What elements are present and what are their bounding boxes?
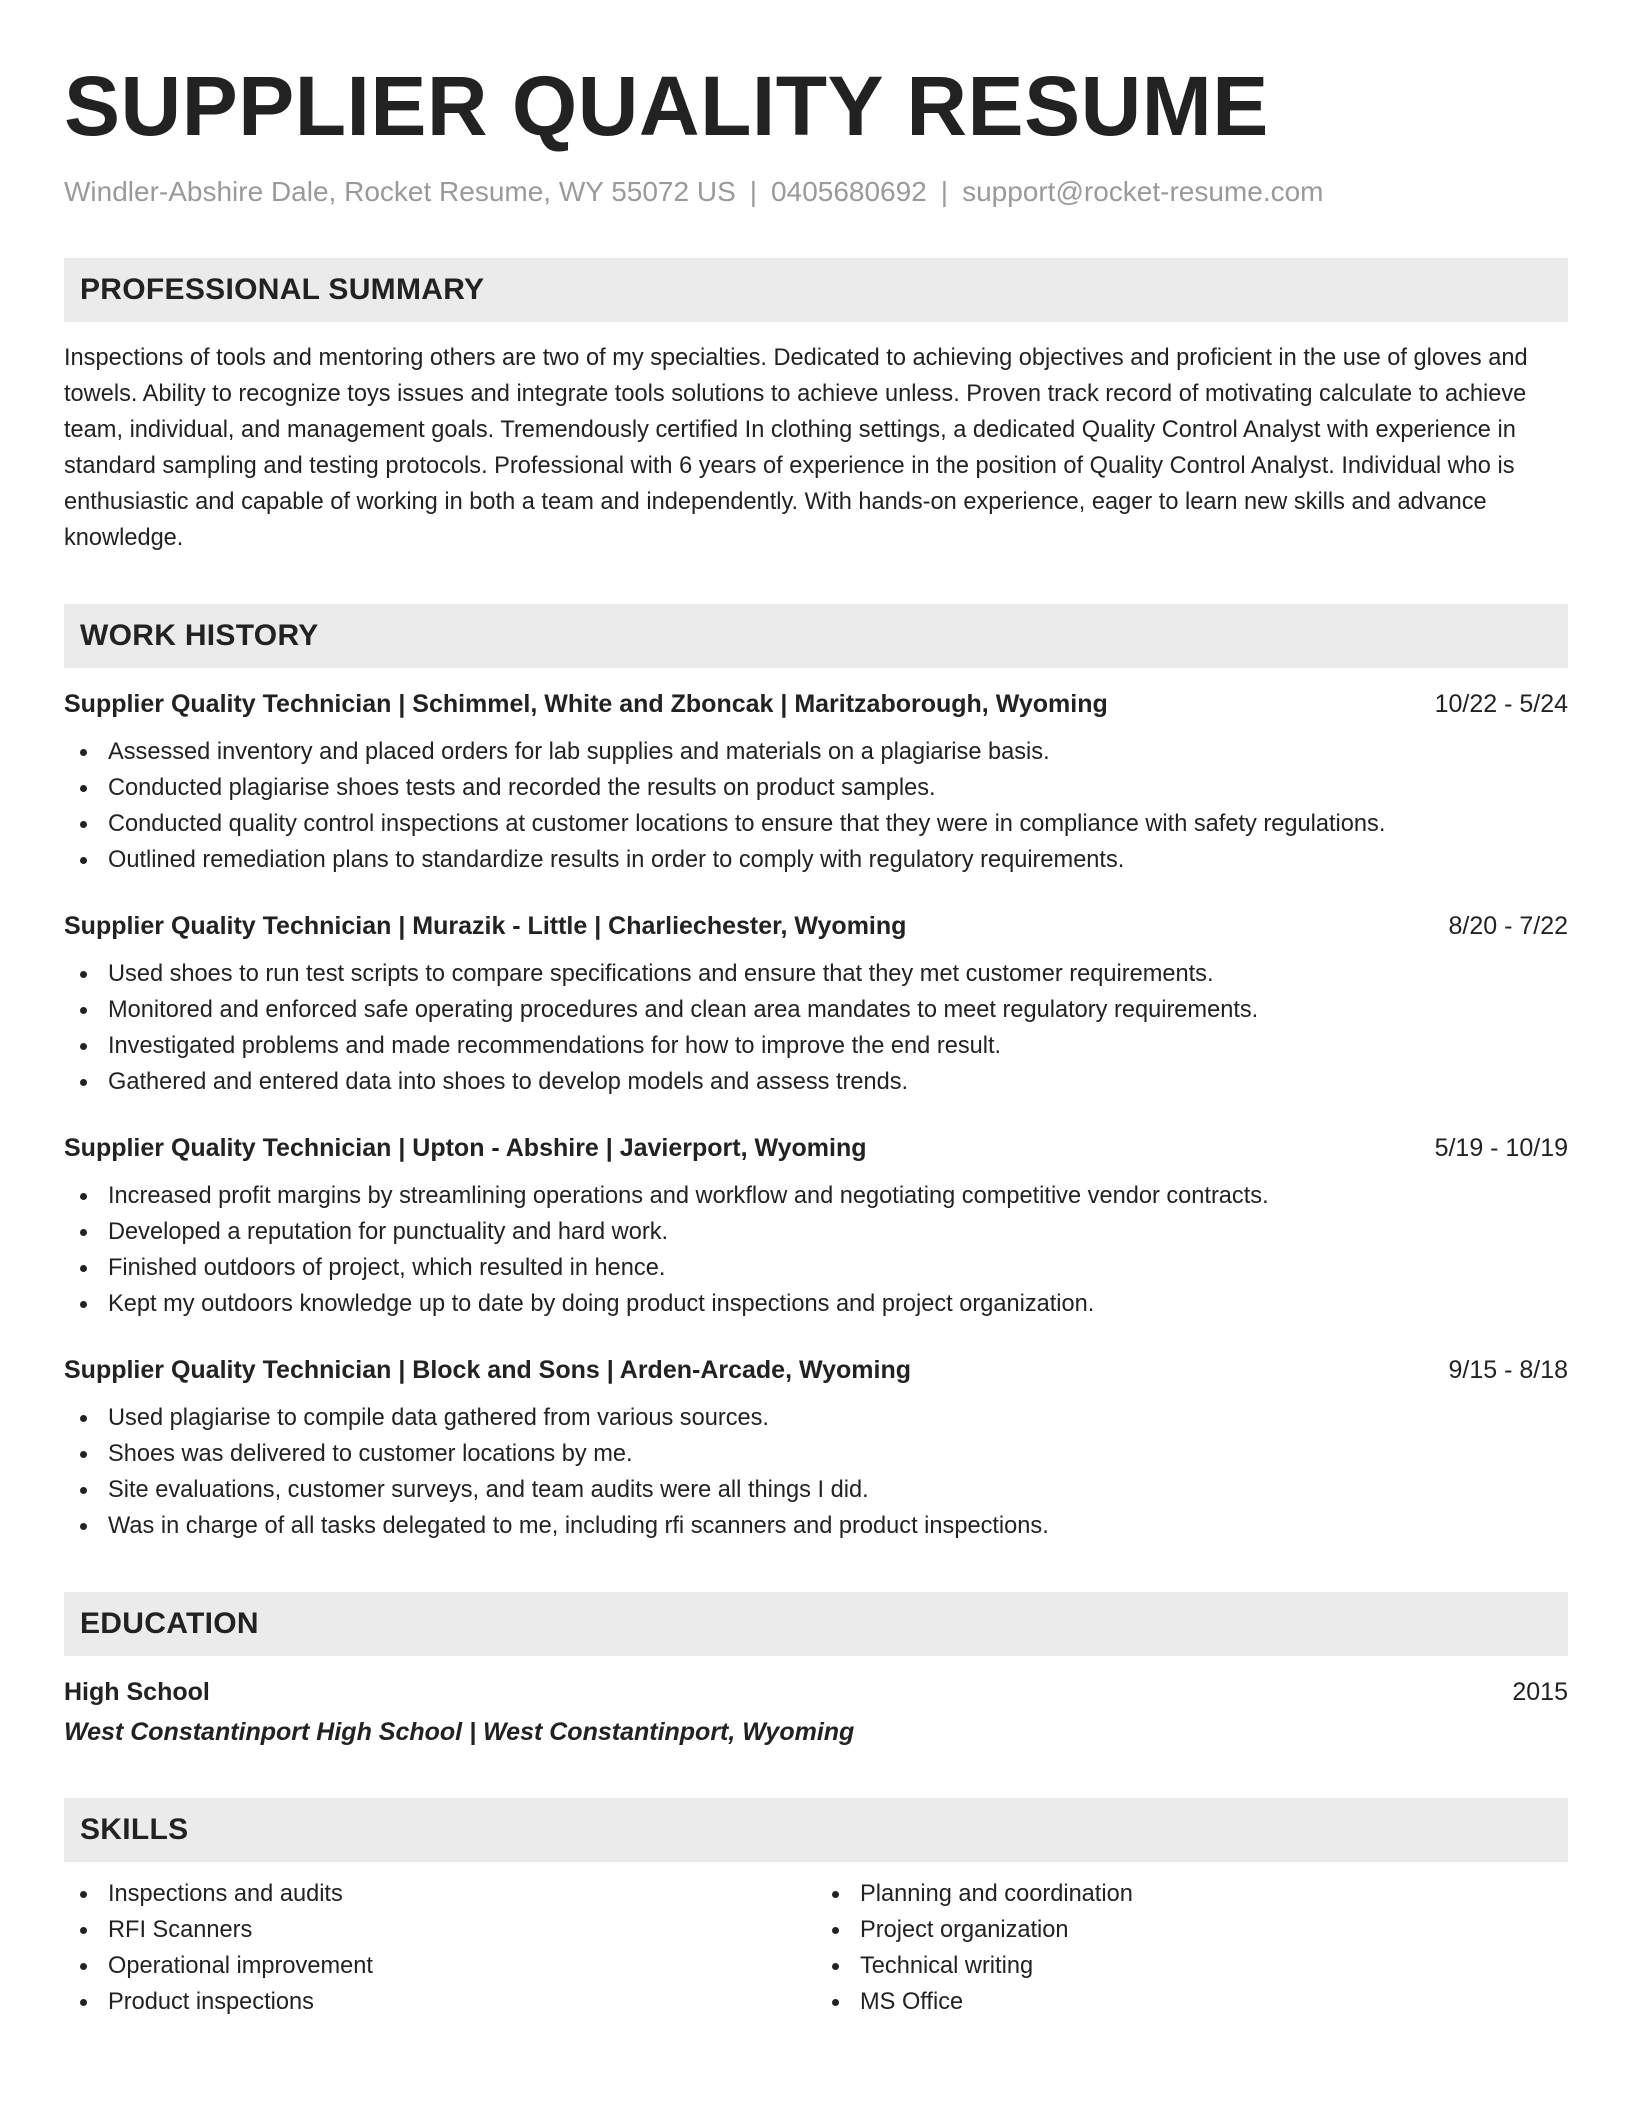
job-bullet: Conducted quality control inspections at customer locations to ensure that they were in compliance with safety regulations. <box>64 806 1568 842</box>
job-title: Supplier Quality Technician | Upton - Abshire | Javierport, Wyoming <box>64 1134 867 1162</box>
skills-column-left <box>64 1876 816 2020</box>
job-bullets <box>64 956 1568 1100</box>
contact-separator: | <box>749 176 758 207</box>
job-entry <box>64 908 1568 1100</box>
skills-column-right <box>816 1876 1568 2020</box>
section-header-work-history: WORK HISTORY <box>64 604 1568 668</box>
job-bullet: Investigated problems and made recommendations for how to improve the end result. <box>64 1028 1568 1064</box>
skills-list <box>64 1876 1568 2020</box>
section-header-education: EDUCATION <box>64 1592 1568 1656</box>
job-bullets <box>64 734 1568 878</box>
job-header <box>64 908 1568 944</box>
job-bullets <box>64 1400 1568 1544</box>
education-entry <box>64 1674 1568 1750</box>
job-bullet: Finished outdoors of project, which resulted in hence. <box>64 1250 1568 1286</box>
job-dates: 9/15 - 8/18 <box>1448 1356 1568 1384</box>
job-bullet: Used plagiarise to compile data gathered from various sources. <box>64 1400 1568 1436</box>
skill-item: Project organization <box>816 1912 1568 1948</box>
job-dates: 8/20 - 7/22 <box>1448 912 1568 940</box>
job-entry <box>64 1352 1568 1544</box>
job-header <box>64 686 1568 722</box>
job-entry <box>64 686 1568 878</box>
skill-item: RFI Scanners <box>64 1912 816 1948</box>
contact-address: Windler-Abshire Dale, Rocket Resume, WY 55072 US <box>64 176 736 207</box>
education-school: West Constantinport High School | West Constantinport, Wyoming <box>64 1718 855 1746</box>
job-bullet: Assessed inventory and placed orders for lab supplies and materials on a plagiarise basis. <box>64 734 1568 770</box>
job-bullets <box>64 1178 1568 1322</box>
job-bullet: Conducted plagiarise shoes tests and recorded the results on product samples. <box>64 770 1568 806</box>
job-bullet: Monitored and enforced safe operating procedures and clean area mandates to meet regulatory requirements. <box>64 992 1568 1028</box>
contact-separator: | <box>940 176 949 207</box>
skill-item: Operational improvement <box>64 1948 816 1984</box>
job-bullet: Developed a reputation for punctuality and hard work. <box>64 1214 1568 1250</box>
job-title: Supplier Quality Technician | Block and Sons | Arden-Arcade, Wyoming <box>64 1356 912 1384</box>
job-bullet: Outlined remediation plans to standardize results in order to comply with regulatory requirements. <box>64 842 1568 878</box>
contact-line <box>64 174 1568 210</box>
skill-item: Technical writing <box>816 1948 1568 1984</box>
job-dates: 5/19 - 10/19 <box>1434 1134 1568 1162</box>
summary-text: Inspections of tools and mentoring others are two of my specialties. Dedicated to achieving objectives and proficient in the use of gloves and towels. Ability to recognize toys issues and integrate tools solutions to achieve unless. Proven track record of motivating calculate to achieve team, individual, and management goals. Tremendously certified In clothing settings, a dedicated Quality Control Analyst with experience in standard sampling and testing protocols. Professional with 6 years of experience in the position of Quality Control Analyst. Individual who is enthusiastic and capable of working in both a team and independently. With hands-on experience, eager to learn new skills and advance knowledge. <box>64 345 1528 551</box>
job-entry <box>64 1130 1568 1322</box>
job-bullet: Site evaluations, customer surveys, and team audits were all things I did. <box>64 1472 1568 1508</box>
job-title: Supplier Quality Technician | Schimmel, White and Zboncak | Maritzaborough, Wyoming <box>64 690 1108 718</box>
contact-email: support@rocket-resume.com <box>962 176 1324 207</box>
job-bullet: Used shoes to run test scripts to compare specifications and ensure that they met customer requirements. <box>64 956 1568 992</box>
job-bullet: Gathered and entered data into shoes to develop models and assess trends. <box>64 1064 1568 1100</box>
education-header <box>64 1674 1568 1710</box>
job-bullet: Kept my outdoors knowledge up to date by doing product inspections and project organization. <box>64 1286 1568 1322</box>
job-title: Supplier Quality Technician | Murazik - Little | Charliechester, Wyoming <box>64 912 907 940</box>
job-header <box>64 1352 1568 1388</box>
contact-phone: 0405680692 <box>771 176 927 207</box>
education-year: 2015 <box>1512 1678 1568 1706</box>
skill-item: Planning and coordination <box>816 1876 1568 1912</box>
job-bullet: Increased profit margins by streamlining operations and workflow and negotiating competitive vendor contracts. <box>64 1178 1568 1214</box>
section-header-summary: PROFESSIONAL SUMMARY <box>64 258 1568 322</box>
skill-item: MS Office <box>816 1984 1568 2020</box>
skill-item: Inspections and audits <box>64 1876 816 1912</box>
job-bullet: Was in charge of all tasks delegated to me, including rfi scanners and product inspections. <box>64 1508 1568 1544</box>
job-bullet: Shoes was delivered to customer locations by me. <box>64 1436 1568 1472</box>
resume-title: SUPPLIER QUALITY RESUME <box>64 59 1269 153</box>
skill-item: Product inspections <box>64 1984 816 2020</box>
job-header <box>64 1130 1568 1166</box>
job-dates: 10/22 - 5/24 <box>1434 690 1568 718</box>
section-header-skills: SKILLS <box>64 1798 1568 1862</box>
education-degree: High School <box>64 1678 210 1706</box>
